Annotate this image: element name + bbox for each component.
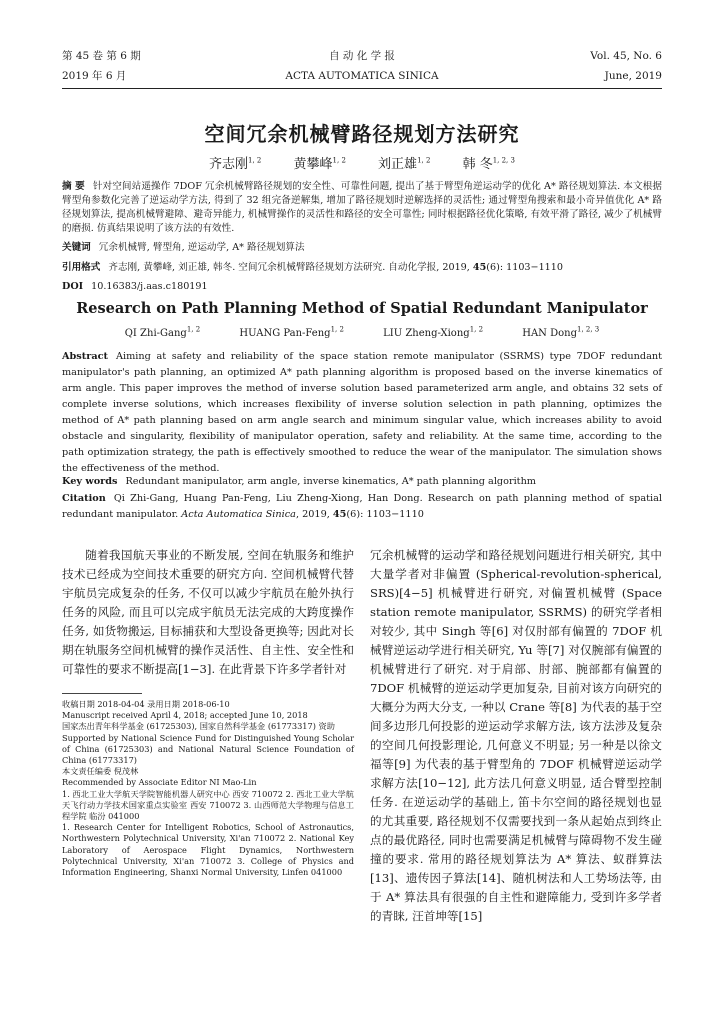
authors-zh (0, 153, 724, 172)
footnote-rule (62, 693, 142, 694)
date-zh: 2019 年 6 月 (62, 70, 127, 82)
date-en: June, 2019 (604, 70, 662, 82)
footnote-editor-en: Recommended by Associate Editor NI Mao-Lin (62, 777, 257, 788)
author-en: HUANG Pan-Feng$^{1, 2}$ (239, 326, 344, 340)
footnote-editor-zh: 本文责任编委 倪茂林 (62, 766, 139, 777)
abstract-en (62, 349, 662, 477)
footnote-funding-zh: 国家杰出青年科学基金 (61725303), 国家自然科学基金 (61773317) 资助 (62, 721, 335, 732)
citation-en-text: Qi Zhi-Gang, Huang Pan-Feng, Liu Zheng-Xiong, Han Dong. Research on path planning method of spatial redundant manipulator. (62, 493, 662, 520)
body-column-left (62, 546, 354, 688)
footnote-dates-zh: 收稿日期 2018-04-04 录用日期 2018-06-10 (62, 699, 230, 709)
abstract-zh-text: 针对空间站遥操作 7DOF 冗余机械臂路径规划的安全性、可靠性问题, 提出了基于臂型角逆运动学的优化 A* 路径规划算法. 本文根据臂型角参数化完善了逆运动学方法, 得到了 32 组完备逆解集, 增加了路径规划时逆解选择的灵活性; 通过臂型角搜索和最小奇异值优化 A* 路径规划算法, 提高机械臂避障、避奇异能力, 机械臂操作的灵活性和路径的安全可靠性; 同时根据路径优化策略, 有效平滑了路径, 减少了机械臂的磨损. 仿真结果说明了该方法的有效性. (62, 181, 662, 234)
citation-en (62, 491, 662, 523)
authors-en (0, 326, 724, 339)
author-zh: 韩 冬$^{1, 2, 3}$ (462, 156, 515, 172)
abstract-zh (62, 180, 662, 236)
abstract-en-text: Aiming at safety and reliability of the space station remote manipulator (SSRMS) type 7DOF redundant manipulator's path planning, an optimized A* path planning algorithm is proposed based on the inverse kinematics of arm angle. This paper improves the method of inverse solution based parameterized arm angle, and obtains 32 sets of complete inverse solutions, which increases flexibility of inverse solution selection in path planning, optimizes the method of A* path planning based on arm angle search and minimum singular value, which increases ability to avoid obstacle and singularity, flexibility of manipulator operation, safety and reliability. At the same time, according to the path optimization strategy, the path is effectively smoothed to reduce the wear of the manipulator. The simulation shows the effectiveness of the method. (62, 351, 662, 474)
header-rule (62, 88, 662, 89)
author-zh: 刘正雄$^{1, 2}$ (378, 156, 431, 172)
keywords-zh-label: 关键词 (62, 242, 91, 253)
author-zh: 齐志刚$^{1, 2}$ (209, 156, 262, 172)
author-en: LIU Zheng-Xiong$^{1, 2}$ (383, 326, 484, 340)
citation-en-journal: Acta Automatica Sinica (181, 509, 296, 520)
body-paragraph: 冗余机械臂的运动学和路径规划问题进行相关研究, 其中大量学者对非偏置 (Spherical-revolution-spherical, SRS)[4−5] 机械臂进行研究, 对偏置机械臂 (Space station remote manipulator, SSRMS) 的研究学者相对较少, 其中 Singh 等[6] 对仅肘部有偏置的 7DOF 机械臂逆运动学进行相关研究, Yu 等[7] 对仅腕部有偏置的机械臂进行了研究. 对于肩部、肘部、腕部都有偏置的 7DOF 机械臂的逆运动学更加复杂, 目前对该方向研究的大概分为两大分支, 一种以 Crane 等[8] 为代表的基于空间多边形几何投影的逆运动学求解方法, 该方法涉及复杂的空间几何投影理论, 几何意义不明显; 另一种是以徐文福等[9] 为代表的基于臂型角的 7DOF 机械臂逆运动学求解方法[10−12], 此方法几何意义明显, 适合臂型控制任务. 在逆运动学的基础上, 笛卡尔空间的路径规划也显的尤其重要, 路径规划不仅需要找到一条从起始点到终止点的最优路径, 同时也需要满足机械臂与障碍物不发生碰撞的要求. 常用的路径规划算法为 A* 算法、蚁群算法[13]、遗传因子算法[14]、随机树法和人工势场法等, 由于 A* 算法具有很强的自主性和避障能力, 受到许多学者的青睐, 汪首坤等[15] (370, 548, 662, 923)
citation-en-pages: (6): 1103−1110 (346, 509, 424, 520)
author-en: QI Zhi-Gang$^{1, 2}$ (124, 326, 201, 340)
citation-zh-text: 齐志刚, 黄攀峰, 刘正雄, 韩冬. 空间冗余机械臂路径规划方法研究. 自动化学报, 2019, (108, 262, 473, 273)
doi (62, 280, 662, 294)
volume-zh: 第 45 卷 第 6 期 (62, 50, 141, 62)
footnote-affiliations-en: 1. Research Center for Intelligent Robotics, School of Astronautics, Northwestern Polytechnical University, Xi'an 710072 2. National Key Laboratory of Aerospace Flight Dynamics, Northwestern Polytechnical University, Xi'an 710072 3. College of Physics and Information Engineering, Shanxi Normal University, Linfen 041000 (62, 822, 354, 878)
abstract-zh-label: 摘 要 (62, 181, 85, 192)
citation-zh (62, 261, 662, 275)
doi-value[interactable]: 10.16383/j.aas.c180191 (91, 281, 208, 292)
paper-title-en: Research on Path Planning Method of Spatial Redundant Manipulator (76, 300, 648, 317)
journal-name-zh: 自 动 化 学 报 (329, 50, 395, 62)
footnote-affiliations-zh: 1. 西北工业大学航天学院智能机器人研究中心 西安 710072 2. 西北工业大学航天飞行动力学技术国家重点实验室 西安 710072 3. 山西师范大学物理与信息工程学院 临汾 041000 (62, 788, 354, 822)
volume-en: Vol. 45, No. 6 (590, 50, 662, 62)
doi-label: DOI (62, 281, 84, 292)
footnote-funding-en: Supported by National Science Fund for Distinguished Young Scholar of China (61725303) and National Natural Science Foundation of China (61773317) (62, 732, 354, 766)
body-paragraph: 随着我国航天事业的不断发展, 空间在轨服务和维护技术已经成为空间技术重要的研究方向. 空间机械臂代替宇航员完成复杂的任务, 不仅可以减少宇航员在舱外执行任务的风险, 而且可以完成宇航员无法完成的大跨度操作任务, 如货物搬运, 目标捕获和大型设备更换等; 因此对长期在轨服务空间机械臂的操作灵活性、自主性、安全性和可靠性的要求不断提高[1−3]. 在此背景下许多学者针对 (62, 548, 354, 676)
keywords-en-label: Key words (62, 476, 118, 487)
body-column-right (370, 546, 662, 926)
citation-zh-pages: (6): 1103−1110 (486, 262, 563, 273)
keywords-zh-text: 冗余机械臂, 臂型角, 逆运动学, A* 路径规划算法 (98, 242, 305, 253)
journal-name-en: ACTA AUTOMATICA SINICA (285, 70, 439, 82)
keywords-en (62, 474, 662, 490)
author-zh: 黄攀峰$^{1, 2}$ (293, 156, 346, 172)
keywords-en-text: Redundant manipulator, arm angle, inverse kinematics, A* path planning algorithm (125, 476, 536, 487)
citation-en-volume: 45 (332, 509, 347, 520)
citation-en-year: , 2019, (295, 509, 333, 520)
citation-zh-volume: 45 (472, 262, 487, 273)
author-en: HAN Dong$^{1, 2, 3}$ (522, 326, 600, 340)
abstract-en-label: Abstract (62, 351, 108, 362)
keywords-zh (62, 241, 662, 255)
footnotes (62, 699, 354, 878)
paper-title-zh: 空间冗余机械臂路径规划方法研究 (204, 122, 520, 146)
citation-en-label: Citation (62, 493, 106, 504)
footnote-dates-en: Manuscript received April 4, 2018; accepted June 10, 2018 (62, 710, 308, 721)
citation-zh-label: 引用格式 (62, 262, 101, 273)
